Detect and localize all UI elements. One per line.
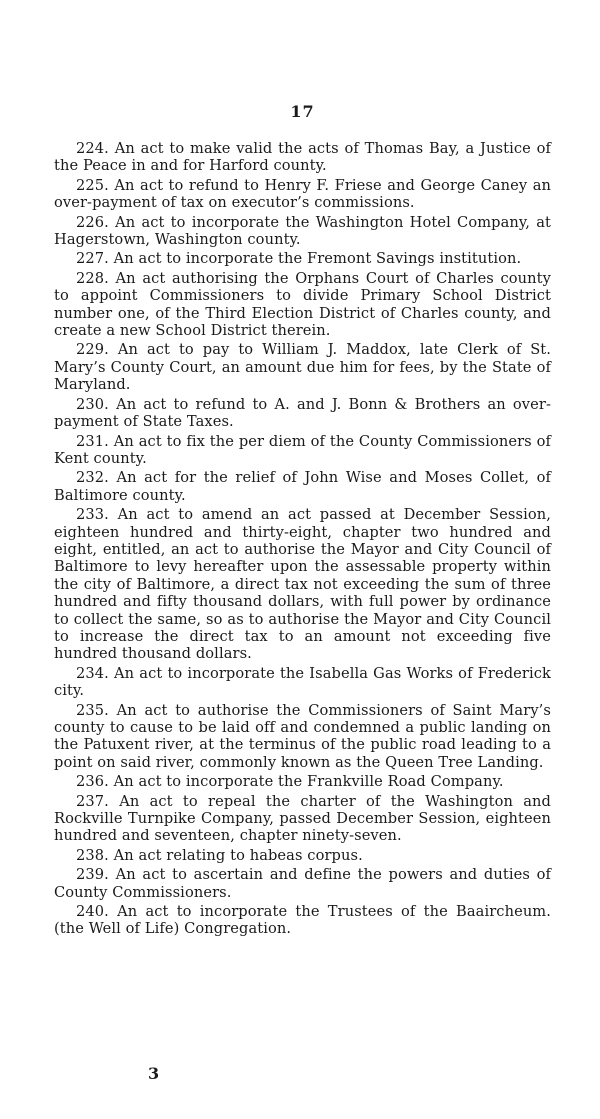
page-number: 17 [290,102,315,121]
act-number: 234. [76,664,109,682]
act-text: An act to incorporate the Isabella Gas Works of Frederick city. [54,664,551,700]
act-item [54,847,551,864]
act-item [54,665,551,700]
act-number: 235. [76,701,109,719]
act-text: An act to incorporate the Frankville Road Company. [113,773,504,791]
act-text: An act to incorporate the Trustees of the Baaircheum. (the Well of Life) Congregation. [54,903,551,938]
act-number: 231. [76,432,109,450]
act-number: 237. [76,792,109,810]
act-number: 224. [76,140,109,157]
act-item [54,469,551,504]
act-number: 236. [76,773,109,791]
act-item [54,866,551,901]
document-page [54,0,551,1119]
act-item [54,140,551,175]
act-number: 233. [76,506,109,524]
act-item [54,341,551,393]
act-item [54,433,551,468]
act-number: 230. [76,395,109,413]
act-text: An act to refund to A. and J. Bonn & Brothers an over-payment of State Taxes. [54,395,551,431]
act-text: An act to amend an act passed at December Session, eighteen hundred and thirty-eight, chapter two hundred and eight, entitled, an act to authorise the Mayor and City Council of Baltimore to levy hereafter upon the assessable property within the city of Baltimore, a direct tax not exceeding the sum of three hundred and fifty thousand dollars, with full power by ordinance to collect the same, so as to authorise the Mayor and City Council to increase the direct tax to an amount not exceeding five hundred thousand dollars. [54,506,551,663]
act-text: An act relating to habeas corpus. [113,846,363,864]
act-text: An act authorising the Orphans Court of Charles county to appoint Commissioners to divide Primary School District number one, of the Third Election District of Charles county, and create a new School District therein. [54,269,551,340]
act-item [54,250,551,267]
act-text: An act to refund to Henry F. Friese and George Caney an over-payment of tax on executor’s commissions. [54,176,552,212]
act-text: An act for the relief of John Wise and Moses Collet, of Baltimore county. [54,469,551,504]
act-number: 227. [76,250,109,268]
act-item [54,903,551,938]
act-item [54,396,551,431]
act-item [54,177,551,212]
act-number: 232. [76,469,109,487]
act-number: 238. [76,846,109,864]
act-text: An act to incorporate the Washington Hotel Company, at Hagerstown, Washington county. [54,213,551,249]
act-item [54,773,551,790]
act-text: An act to incorporate the Fremont Savings institution. [113,250,522,268]
act-item [54,506,551,663]
act-text: An act to authorise the Commissioners of Saint Mary’s county to cause to be laid off and condemned a public landing on the Patuxent river, at the terminus of the public road leading to a point on said river, commonly known as the Queen Tree Landing. [54,701,551,771]
act-text: An act to ascertain and define the powers and duties of County Commissioners. [54,866,551,901]
act-number: 228. [76,269,109,287]
act-text: An act to repeal the charter of the Washington and Rockville Turnpike Company, passed December Session, eighteen hundred and seventeen, chapter ninety-seven. [54,792,551,845]
act-item [54,214,551,249]
act-item [54,793,551,845]
act-number: 240. [76,903,109,921]
act-text: An act to make valid the acts of Thomas Bay, a Justice of the Peace in and for Harford county. [54,140,551,175]
signature-mark: 3 [148,1064,160,1083]
act-number: 226. [76,213,109,231]
act-item [54,702,551,772]
act-text: An act to pay to William J. Maddox, late Clerk of St. Mary’s County Court, an amount due him for fees, by the State of Maryland. [54,341,551,394]
act-number: 239. [76,866,109,884]
acts-list [54,140,551,938]
act-number: 225. [76,176,109,194]
act-number: 229. [76,341,109,359]
act-text: An act to fix the per diem of the County Commissioners of Kent county. [54,432,551,467]
act-item [54,270,551,340]
